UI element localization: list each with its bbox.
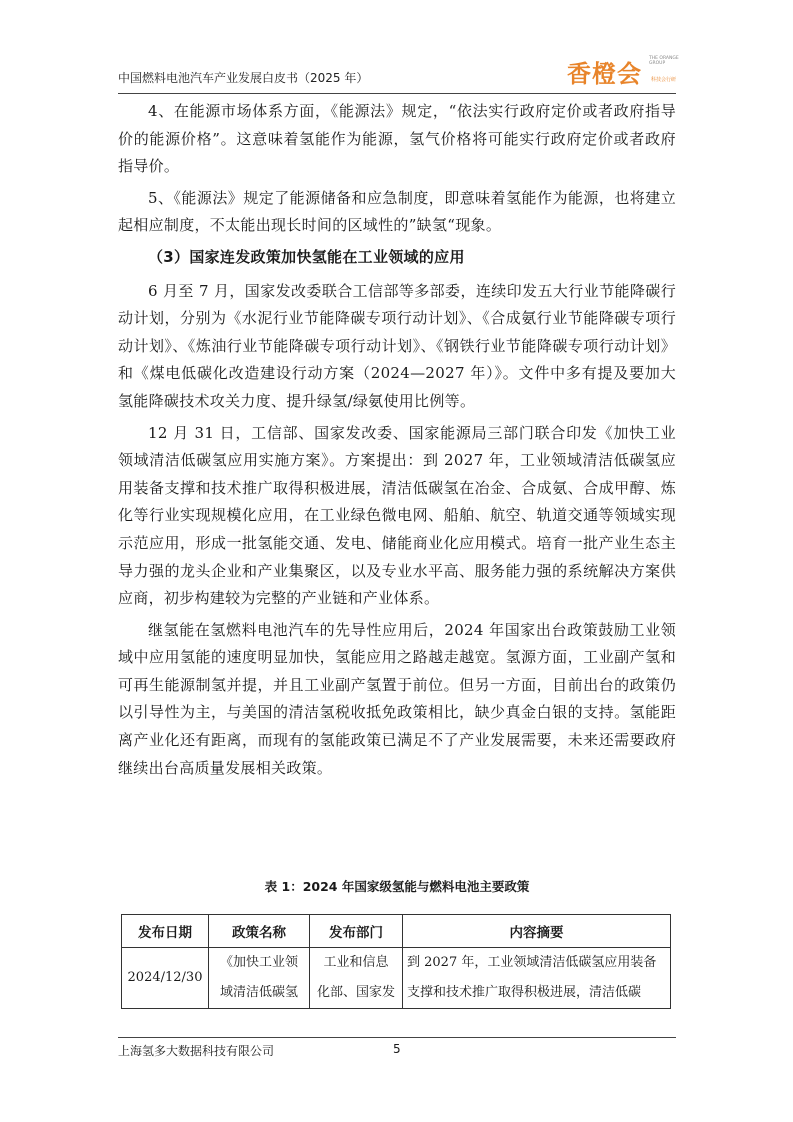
table-caption: 表 1：2024 年国家级氢能与燃料电池主要政策: [264, 879, 530, 894]
paragraph-4: 12 月 31 日，工信部、国家发改委、国家能源局三部门联合印发《加快工业领域清洁低碳氢应用实施方案》。方案提出：到 2027 年，工业领域清洁低碳氢应用装备支撑和技术推广取得积极进展，清洁低碳氢在冶金、合成氨、合成甲醇、炼化等行业实现规模化应用，在工业绿色微电网、船舶、航空、轨道交通等领域实现示范应用，形成一批氢能交通、发电、储能商业化应用模式。培育一批产业生态主导力强的龙头企业和产业集聚区，以及专业水平高、服务能力强的系统解决方案供应商，初步构建较为完整的产业链和产业体系。: [118, 423, 676, 608]
page-number: 5: [393, 1042, 401, 1056]
logo-text: 香橙会: [567, 60, 642, 88]
table-header-row: [122, 915, 671, 948]
logo-subtitle: 科技会行研: [651, 77, 677, 83]
brand-logo: [567, 52, 677, 88]
paragraph-1: 4、在能源市场体系方面，《能源法》规定，“依法实行政府定价或者政府指导价的能源价格”。这意味着氢能作为能源，氢气价格将可能实行政府定价或者政府指导价。: [118, 102, 676, 176]
policy-name-line-1: 《加快工业领: [219, 955, 298, 970]
paragraph-2: 5、《能源法》规定了能源储备和应急制度，即意味着氢能作为能源，也将建立起相应制度，不太能出现长时间的区域性的”缺氢“现象。: [118, 188, 676, 235]
paragraph-5: 继氢能在氢燃料电池汽车的先导性应用后，2024 年国家出台政策鼓励工业领域中应用氢能的速度明显加快，氢能应用之路越走越宽。氢源方面，工业副产氢和可再生能源制氢并提，并且工业副产氢置于前位。但另一方面，目前出台的政策仍以引导性为主，与美国的清洁氢税收抵免政策相比，缺少真金白银的支持。氢能距离产业化还有距离，而现有的氢能政策已满足不了产业发展需要，未来还需要政府继续出台高质量发展相关政策。: [118, 620, 676, 777]
summary-line-1: 到 2027 年，工业领域清洁低碳氢应用装备: [407, 955, 657, 970]
footer-divider: [118, 1037, 676, 1038]
department-line-1: 工业和信息: [323, 955, 389, 970]
header-name: 政策名称: [209, 915, 310, 948]
header-divider: [118, 93, 676, 94]
paragraph-3: 6 月至 7 月，国家发改委联合工信部等多部委，连续印发五大行业节能降碳行动计划，分别为《水泥行业节能降碳专项行动计划》、《合成氨行业节能降碳专项行动计划》、《炼油行业节能降碳专项行动计划》、《钢铁行业节能降碳专项行动计划》和《煤电低碳化改造建设行动方案（2024—2027 年）》。文件中多有提及要加大氢能降碳技术攻关力度、提升绿氢/绿氨使用比例等。: [118, 281, 676, 410]
document-title: 中国燃料电池汽车产业发展白皮书（2025 年）: [118, 71, 369, 85]
header-summary: 内容摘要: [403, 915, 671, 948]
main-content: [118, 98, 676, 782]
policy-table: [121, 914, 671, 1009]
cell-date: 2024/12/30: [122, 948, 209, 1009]
table-row: [122, 948, 671, 1009]
cell-summary: [403, 948, 671, 1009]
summary-line-2: 支撑和技术推广取得积极进展，清洁低碳: [407, 985, 642, 1000]
section-heading: （3）国家连发政策加快氢能在工业领域的应用: [148, 247, 465, 266]
cell-policy-name: [209, 948, 310, 1009]
logo-english: THE ORANGE GROUP: [649, 56, 679, 66]
footer-company: 上海氢多大数据科技有限公司: [118, 1044, 275, 1058]
header-date: 发布日期: [122, 915, 209, 948]
cell-department: [310, 948, 403, 1009]
header-dept: 发布部门: [310, 915, 403, 948]
policy-name-line-2: 域清洁低碳氢: [219, 985, 298, 1000]
department-line-2: 化部、国家发: [316, 985, 395, 1000]
